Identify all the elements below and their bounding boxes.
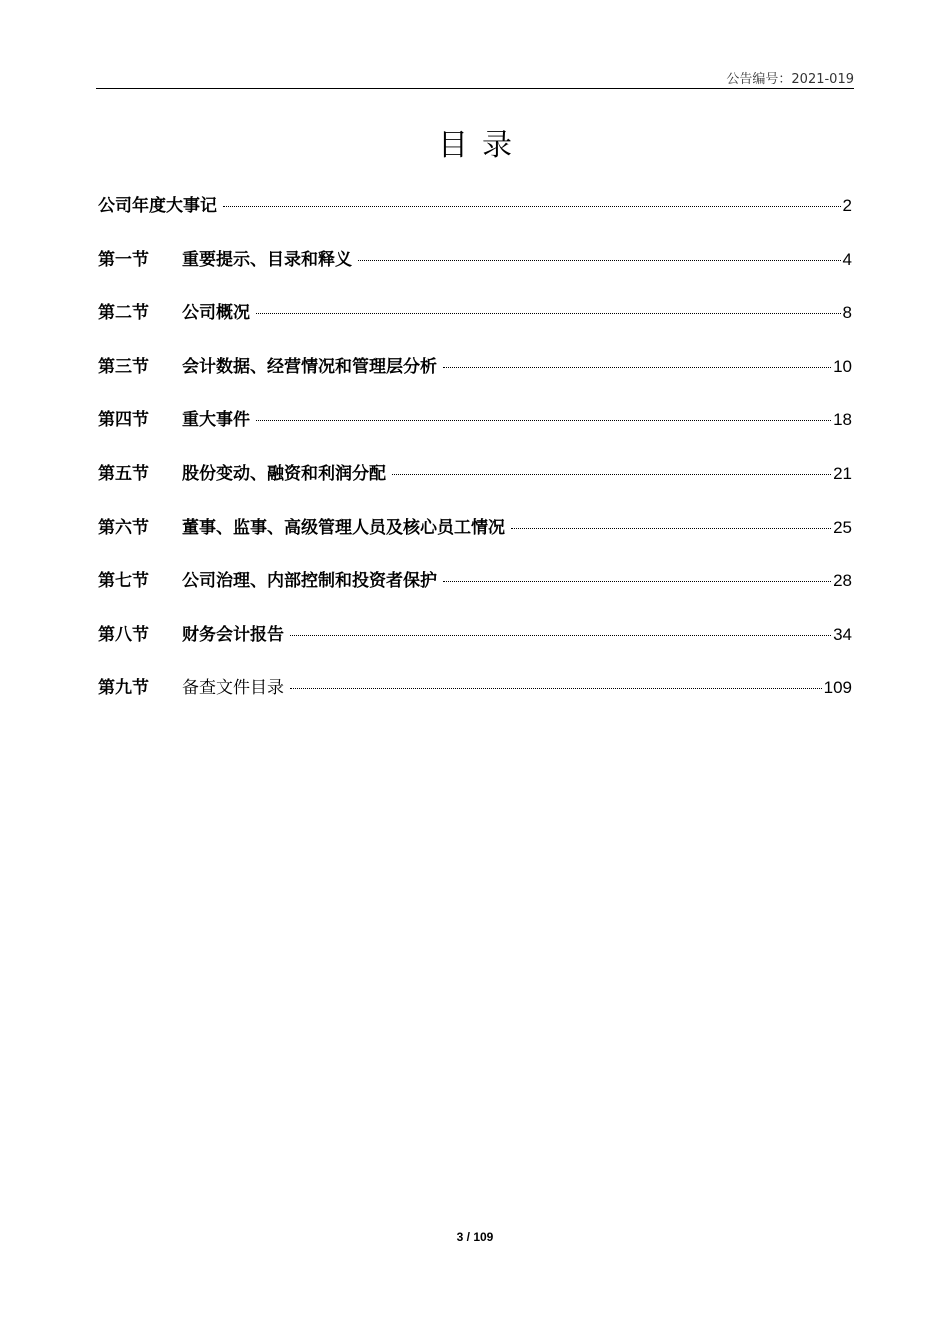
toc-page-number: 10 (833, 356, 852, 376)
toc-entry-text: 公司年度大事记 (98, 196, 217, 216)
table-of-contents (98, 190, 852, 726)
toc-dot-leader (392, 474, 831, 475)
toc-page-number: 21 (833, 463, 852, 483)
toc-entry-section-3[interactable] (98, 351, 852, 405)
toc-page-number: 109 (823, 678, 852, 698)
toc-section-label: 第八节 (98, 624, 149, 645)
toc-section-label: 第一节 (98, 249, 149, 270)
header-divider (96, 88, 854, 89)
toc-dot-leader (443, 367, 831, 368)
page-title: 目录 (438, 128, 526, 163)
toc-page-number: 25 (833, 517, 852, 537)
toc-entry-text: 财务会计报告 (182, 624, 284, 645)
toc-entry-text: 公司概况 (182, 303, 250, 324)
toc-entry-text: 重要提示、目录和释义 (182, 249, 352, 270)
toc-entry-text: 备查文件目录 (182, 678, 284, 699)
toc-entry-annual-events[interactable] (98, 190, 852, 244)
toc-entry-section-6[interactable] (98, 512, 852, 566)
toc-page-number: 28 (833, 571, 852, 591)
toc-section-label: 第七节 (98, 571, 149, 592)
toc-page-number: 2 (842, 196, 852, 215)
toc-entry-section-2[interactable] (98, 297, 852, 351)
toc-entry-text: 重大事件 (182, 410, 250, 431)
toc-entry-text: 公司治理、内部控制和投资者保护 (182, 571, 437, 592)
toc-dot-leader (443, 581, 831, 582)
toc-dot-leader (290, 635, 831, 636)
toc-page-number: 8 (842, 303, 852, 323)
toc-section-label: 第六节 (98, 517, 149, 538)
toc-dot-leader (290, 688, 822, 689)
toc-section-label: 第四节 (98, 410, 149, 431)
toc-section-label: 第二节 (98, 303, 149, 324)
toc-entry-section-1[interactable] (98, 244, 852, 298)
toc-dot-leader (256, 420, 831, 421)
toc-entry-section-5[interactable] (98, 458, 852, 512)
toc-entry-section-7[interactable] (98, 565, 852, 619)
toc-dot-leader (511, 528, 831, 529)
toc-page-number: 4 (842, 249, 852, 269)
toc-section-label: 第三节 (98, 356, 149, 377)
toc-entry-text: 董事、监事、高级管理人员及核心员工情况 (182, 517, 505, 538)
toc-dot-leader (256, 313, 841, 314)
toc-dot-leader (223, 206, 841, 207)
toc-page-number: 34 (833, 624, 852, 644)
toc-section-label: 第五节 (98, 463, 149, 484)
toc-entry-text: 股份变动、融资和利润分配 (182, 463, 386, 484)
toc-dot-leader (358, 260, 841, 261)
toc-section-label: 第九节 (98, 678, 149, 699)
announcement-number: 公告编号：2021-019 (726, 72, 854, 87)
page-indicator: 3 / 109 (456, 1230, 494, 1244)
toc-entry-section-9[interactable] (98, 672, 852, 726)
toc-entry-section-8[interactable] (98, 619, 852, 673)
toc-entry-text: 会计数据、经营情况和管理层分析 (182, 356, 437, 377)
toc-entry-section-4[interactable] (98, 404, 852, 458)
toc-page-number: 18 (833, 410, 852, 430)
